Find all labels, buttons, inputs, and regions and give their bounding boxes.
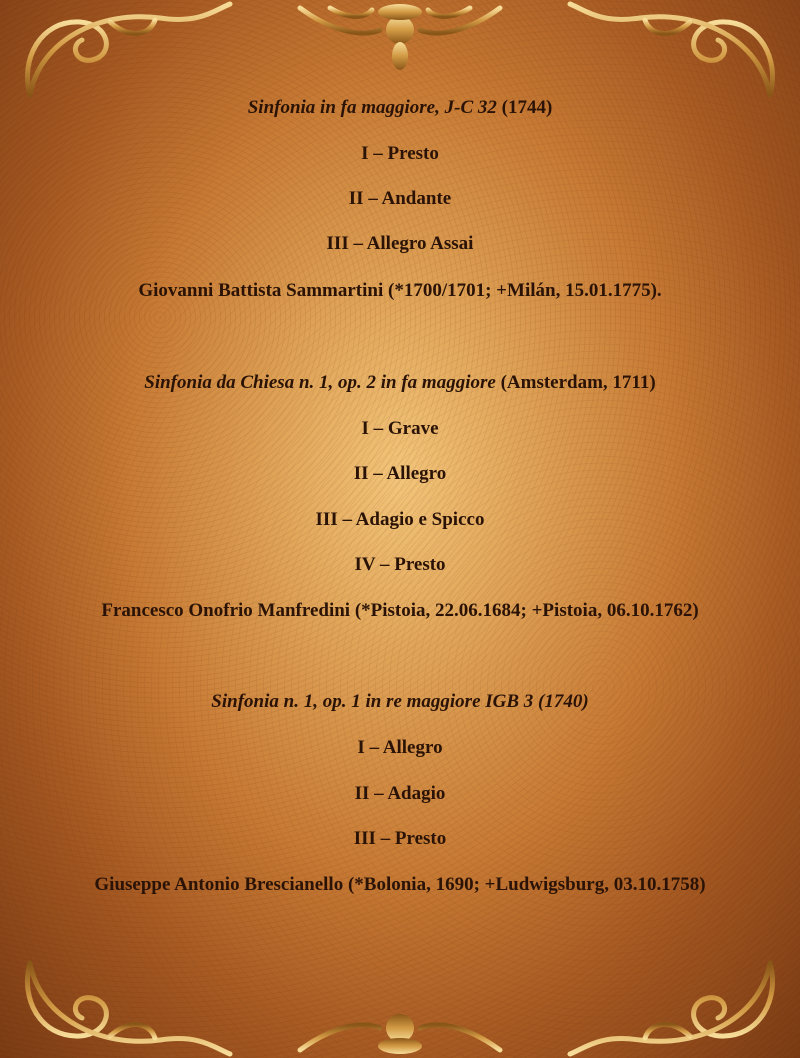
work-2-title-plain: (Amsterdam, 1711) <box>495 372 656 393</box>
work-1-title <box>0 96 800 120</box>
work-2-movement-1: I – Grave <box>361 418 439 439</box>
work-2-title <box>0 371 800 395</box>
work-3-movement-2: II – Adagio <box>354 783 446 804</box>
work-1-composer: Giovanni Battista Sammartini (*1700/1701; +Milán, 15.01.1775). <box>138 280 662 301</box>
work-1-movement-1: I – Presto <box>361 143 439 164</box>
work-2-movement-4: IV – Presto <box>354 554 446 575</box>
work-3-movement-3: III – Presto <box>353 828 447 849</box>
work-2-composer: Francesco Onofrio Manfredini (*Pistoia, 22.06.1684; +Pistoia, 06.10.1762) <box>101 600 699 621</box>
work-1-movement-2: II – Andante <box>348 188 452 209</box>
work-1-title-italic: Sinfonia in fa maggiore, J-C 32 <box>247 97 497 118</box>
baroque-scroll-ornament-bottom-icon <box>0 958 800 1058</box>
work-1-movement-3: III – Allegro Assai <box>326 233 474 254</box>
work-3-title-italic: Sinfonia n. 1, op. 1 in re maggiore IGB 3 (1740) <box>211 691 589 712</box>
work-3-title <box>0 690 800 714</box>
work-2-movement-2: II – Allegro <box>353 463 447 484</box>
work-1-title-plain: (1744) <box>496 97 553 118</box>
work-2-title-italic: Sinfonia da Chiesa n. 1, op. 2 in fa maggiore <box>144 372 496 393</box>
work-3-composer: Giuseppe Antonio Brescianello (*Bolonia, 1690; +Ludwigsburg, 03.10.1758) <box>94 874 706 895</box>
work-3-movement-1: I – Allegro <box>357 737 443 758</box>
baroque-scroll-ornament-top-icon <box>0 0 800 100</box>
work-2-movement-3: III – Adagio e Spicco <box>315 509 485 530</box>
